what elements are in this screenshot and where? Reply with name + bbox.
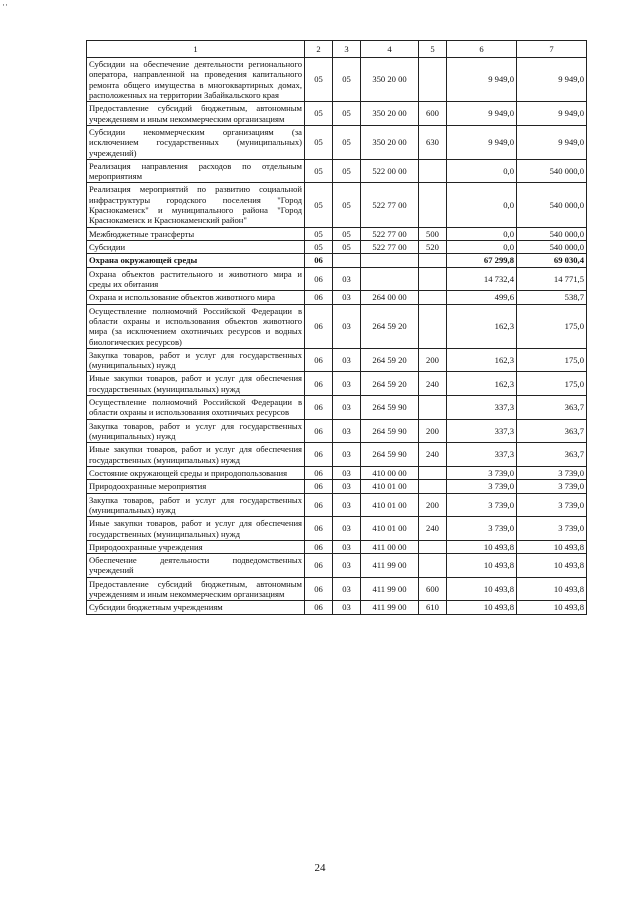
- row-amount-year-1: 162,3: [447, 372, 517, 396]
- row-subsection: 05: [333, 125, 361, 159]
- table-row: [87, 466, 587, 479]
- row-target-article: 264 59 20: [361, 304, 419, 348]
- row-subsection: 05: [333, 227, 361, 240]
- row-name: Осуществление полномочий Российской Федерации в области охраны и использования объектов животного мира (за исключением охотничьих ресурсов и водных биологических ресурсов): [87, 304, 305, 348]
- row-section: 05: [305, 102, 333, 126]
- row-subsection: 05: [333, 159, 361, 183]
- row-name: Охрана объектов растительного и животного мира и среды их обитания: [87, 267, 305, 291]
- header-col-4: 4: [361, 41, 419, 58]
- row-target-article: [361, 254, 419, 267]
- row-section: 06: [305, 304, 333, 348]
- row-name: Иные закупки товаров, работ и услуг для обеспечения государственных (муниципальных) нужд: [87, 372, 305, 396]
- row-amount-year-1: 499,6: [447, 291, 517, 304]
- row-amount-year-2: 175,0: [517, 372, 587, 396]
- row-section: 05: [305, 125, 333, 159]
- row-amount-year-2: 10 493,8: [517, 554, 587, 578]
- row-amount-year-2: 538,7: [517, 291, 587, 304]
- table-row: [87, 601, 587, 614]
- row-section: 05: [305, 183, 333, 227]
- table-row: [87, 159, 587, 183]
- row-target-article: 522 00 00: [361, 159, 419, 183]
- row-section: 06: [305, 291, 333, 304]
- row-name: Осуществление полномочий Российской Федерации в области охраны и использования охотничьих ресурсов: [87, 396, 305, 420]
- row-target-article: [361, 267, 419, 291]
- row-subsection: 03: [333, 304, 361, 348]
- row-subsection: 03: [333, 540, 361, 553]
- table-row: [87, 58, 587, 102]
- row-name: Закупка товаров, работ и услуг для государственных (муниципальных) нужд: [87, 493, 305, 517]
- row-amount-year-2: 363,7: [517, 396, 587, 420]
- row-section: 06: [305, 466, 333, 479]
- row-subsection: 03: [333, 554, 361, 578]
- row-target-article: 410 01 00: [361, 480, 419, 493]
- table-row: [87, 396, 587, 420]
- table-row: [87, 227, 587, 240]
- row-target-article: 522 77 00: [361, 241, 419, 254]
- row-subsection: 03: [333, 419, 361, 443]
- table-row: [87, 125, 587, 159]
- row-amount-year-2: 540 000,0: [517, 159, 587, 183]
- table-row: [87, 493, 587, 517]
- table-header: [87, 41, 587, 58]
- table-row: [87, 480, 587, 493]
- row-amount-year-1: 3 739,0: [447, 517, 517, 541]
- table-row: [87, 183, 587, 227]
- table-row: [87, 372, 587, 396]
- row-subsection: 05: [333, 102, 361, 126]
- row-expense-type: [419, 58, 447, 102]
- row-amount-year-2: 9 949,0: [517, 102, 587, 126]
- row-target-article: 264 59 20: [361, 348, 419, 372]
- page-number: 24: [314, 862, 326, 874]
- row-expense-type: [419, 254, 447, 267]
- row-expense-type: [419, 291, 447, 304]
- row-amount-year-2: 10 493,8: [517, 577, 587, 601]
- row-subsection: 03: [333, 291, 361, 304]
- header-col-5: 5: [419, 41, 447, 58]
- row-target-article: 410 01 00: [361, 517, 419, 541]
- row-target-article: 264 59 90: [361, 443, 419, 467]
- row-expense-type: 200: [419, 493, 447, 517]
- row-name: Охрана и использование объектов животного мира: [87, 291, 305, 304]
- row-subsection: 03: [333, 466, 361, 479]
- row-subsection: 03: [333, 480, 361, 493]
- row-amount-year-1: 0,0: [447, 183, 517, 227]
- table-row: [87, 443, 587, 467]
- table-row: [87, 267, 587, 291]
- row-amount-year-2: 3 739,0: [517, 466, 587, 479]
- header-col-1: 1: [87, 41, 305, 58]
- row-target-article: 522 77 00: [361, 227, 419, 240]
- row-target-article: 410 01 00: [361, 493, 419, 517]
- row-name: Субсидии некоммерческим организациям (за исключением государственных (муниципальных) учреждений): [87, 125, 305, 159]
- row-target-article: 411 99 00: [361, 577, 419, 601]
- row-amount-year-1: 10 493,8: [447, 540, 517, 553]
- row-amount-year-1: 0,0: [447, 227, 517, 240]
- row-subsection: [333, 254, 361, 267]
- row-target-article: 264 59 90: [361, 419, 419, 443]
- row-expense-type: [419, 554, 447, 578]
- row-subsection: 05: [333, 58, 361, 102]
- row-expense-type: [419, 396, 447, 420]
- row-name: Межбюджетные трансферты: [87, 227, 305, 240]
- row-name: Охрана окружающей среды: [87, 254, 305, 267]
- row-target-article: 350 20 00: [361, 58, 419, 102]
- row-expense-type: [419, 183, 447, 227]
- row-name: Предоставление субсидий бюджетным, автономным учреждениям и иным некоммерческим организациям: [87, 102, 305, 126]
- row-amount-year-1: 10 493,8: [447, 554, 517, 578]
- row-name: Закупка товаров, работ и услуг для государственных (муниципальных) нужд: [87, 348, 305, 372]
- table-row: [87, 254, 587, 267]
- row-section: 06: [305, 267, 333, 291]
- row-amount-year-1: 10 493,8: [447, 601, 517, 614]
- row-target-article: 522 77 00: [361, 183, 419, 227]
- row-amount-year-1: 10 493,8: [447, 577, 517, 601]
- document-page: [86, 40, 586, 615]
- row-subsection: 03: [333, 372, 361, 396]
- scan-mark: ··: [2, 0, 8, 10]
- row-name: Природоохранные мероприятия: [87, 480, 305, 493]
- row-subsection: 03: [333, 601, 361, 614]
- row-expense-type: 600: [419, 102, 447, 126]
- table-row: [87, 291, 587, 304]
- header-row: [87, 41, 587, 58]
- table-row: [87, 517, 587, 541]
- row-amount-year-1: 9 949,0: [447, 102, 517, 126]
- row-subsection: 03: [333, 577, 361, 601]
- header-col-2: 2: [305, 41, 333, 58]
- row-amount-year-2: 540 000,0: [517, 227, 587, 240]
- row-amount-year-1: 0,0: [447, 159, 517, 183]
- row-expense-type: 610: [419, 601, 447, 614]
- row-amount-year-2: 10 493,8: [517, 601, 587, 614]
- row-name: Субсидии на обеспечение деятельности регионального оператора, направленной на проведения капитального ремонта общего имущества в многоквартирных домах, расположенных на территории Забайкальского края: [87, 58, 305, 102]
- row-section: 06: [305, 554, 333, 578]
- header-col-3: 3: [333, 41, 361, 58]
- row-name: Реализация мероприятий по развитию социальной инфраструктуры городского поселения "Город Краснокаменск" и муниципального района "Город Краснокаменск и Краснокаменский район": [87, 183, 305, 227]
- row-amount-year-2: 9 949,0: [517, 58, 587, 102]
- row-amount-year-1: 9 949,0: [447, 58, 517, 102]
- row-section: 06: [305, 396, 333, 420]
- row-amount-year-1: 337,3: [447, 419, 517, 443]
- row-expense-type: 500: [419, 227, 447, 240]
- row-name: Иные закупки товаров, работ и услуг для обеспечения государственных (муниципальных) нужд: [87, 443, 305, 467]
- row-section: 05: [305, 241, 333, 254]
- table-row: [87, 577, 587, 601]
- row-expense-type: 240: [419, 517, 447, 541]
- row-name: Закупка товаров, работ и услуг для государственных (муниципальных) нужд: [87, 419, 305, 443]
- row-name: Обеспечение деятельности подведомственных учреждений: [87, 554, 305, 578]
- header-col-6: 6: [447, 41, 517, 58]
- table-row: [87, 419, 587, 443]
- row-target-article: 350 20 00: [361, 102, 419, 126]
- row-name: Предоставление субсидий бюджетным, автономным учреждениям и иным некоммерческим организациям: [87, 577, 305, 601]
- row-expense-type: 630: [419, 125, 447, 159]
- row-amount-year-1: 337,3: [447, 443, 517, 467]
- row-amount-year-2: 14 771,5: [517, 267, 587, 291]
- row-amount-year-2: 175,0: [517, 304, 587, 348]
- row-amount-year-2: 3 739,0: [517, 493, 587, 517]
- row-section: 05: [305, 159, 333, 183]
- row-amount-year-2: 175,0: [517, 348, 587, 372]
- row-amount-year-2: 69 030,4: [517, 254, 587, 267]
- row-section: 06: [305, 480, 333, 493]
- row-expense-type: 600: [419, 577, 447, 601]
- row-expense-type: [419, 304, 447, 348]
- row-expense-type: [419, 159, 447, 183]
- row-target-article: 264 59 90: [361, 396, 419, 420]
- row-name: Реализация направления расходов по отдельным мероприятиям: [87, 159, 305, 183]
- row-amount-year-1: 3 739,0: [447, 493, 517, 517]
- table-row: [87, 102, 587, 126]
- row-section: 06: [305, 254, 333, 267]
- row-amount-year-1: 162,3: [447, 304, 517, 348]
- row-amount-year-1: 14 732,4: [447, 267, 517, 291]
- row-subsection: 05: [333, 183, 361, 227]
- row-subsection: 03: [333, 443, 361, 467]
- row-name: Субсидии бюджетным учреждениям: [87, 601, 305, 614]
- row-target-article: 350 20 00: [361, 125, 419, 159]
- row-amount-year-2: 540 000,0: [517, 241, 587, 254]
- row-section: 06: [305, 419, 333, 443]
- row-expense-type: 240: [419, 372, 447, 396]
- table-row: [87, 241, 587, 254]
- row-target-article: 264 59 20: [361, 372, 419, 396]
- table-row: [87, 554, 587, 578]
- budget-table: [86, 40, 587, 615]
- row-expense-type: [419, 540, 447, 553]
- row-amount-year-1: 162,3: [447, 348, 517, 372]
- table-body: [87, 58, 587, 615]
- row-section: 06: [305, 577, 333, 601]
- row-amount-year-2: 363,7: [517, 443, 587, 467]
- row-name: Состояние окружающей среды и природопользования: [87, 466, 305, 479]
- row-name: Иные закупки товаров, работ и услуг для обеспечения государственных (муниципальных) нужд: [87, 517, 305, 541]
- row-amount-year-1: 337,3: [447, 396, 517, 420]
- row-subsection: 03: [333, 348, 361, 372]
- row-amount-year-2: 10 493,8: [517, 540, 587, 553]
- row-section: 05: [305, 227, 333, 240]
- row-target-article: 411 00 00: [361, 540, 419, 553]
- row-amount-year-2: 9 949,0: [517, 125, 587, 159]
- row-expense-type: 240: [419, 443, 447, 467]
- row-target-article: 264 00 00: [361, 291, 419, 304]
- row-target-article: 410 00 00: [361, 466, 419, 479]
- row-amount-year-2: 363,7: [517, 419, 587, 443]
- row-section: 06: [305, 443, 333, 467]
- table-row: [87, 348, 587, 372]
- row-section: 05: [305, 58, 333, 102]
- row-amount-year-1: 9 949,0: [447, 125, 517, 159]
- row-amount-year-1: 67 299,8: [447, 254, 517, 267]
- row-target-article: 411 99 00: [361, 554, 419, 578]
- row-name: Природоохранные учреждения: [87, 540, 305, 553]
- row-expense-type: 200: [419, 419, 447, 443]
- header-col-7: 7: [517, 41, 587, 58]
- row-target-article: 411 99 00: [361, 601, 419, 614]
- row-expense-type: 520: [419, 241, 447, 254]
- row-amount-year-2: 540 000,0: [517, 183, 587, 227]
- row-subsection: 03: [333, 396, 361, 420]
- row-amount-year-2: 3 739,0: [517, 517, 587, 541]
- row-section: 06: [305, 493, 333, 517]
- row-section: 06: [305, 540, 333, 553]
- row-section: 06: [305, 348, 333, 372]
- table-row: [87, 304, 587, 348]
- row-amount-year-1: 0,0: [447, 241, 517, 254]
- row-amount-year-1: 3 739,0: [447, 466, 517, 479]
- row-subsection: 03: [333, 267, 361, 291]
- row-amount-year-1: 3 739,0: [447, 480, 517, 493]
- table-row: [87, 540, 587, 553]
- row-section: 06: [305, 601, 333, 614]
- row-section: 06: [305, 517, 333, 541]
- row-section: 06: [305, 372, 333, 396]
- row-subsection: 03: [333, 517, 361, 541]
- row-expense-type: [419, 267, 447, 291]
- row-name: Субсидии: [87, 241, 305, 254]
- row-subsection: 05: [333, 241, 361, 254]
- row-expense-type: [419, 480, 447, 493]
- row-amount-year-2: 3 739,0: [517, 480, 587, 493]
- row-expense-type: 200: [419, 348, 447, 372]
- row-expense-type: [419, 466, 447, 479]
- row-subsection: 03: [333, 493, 361, 517]
